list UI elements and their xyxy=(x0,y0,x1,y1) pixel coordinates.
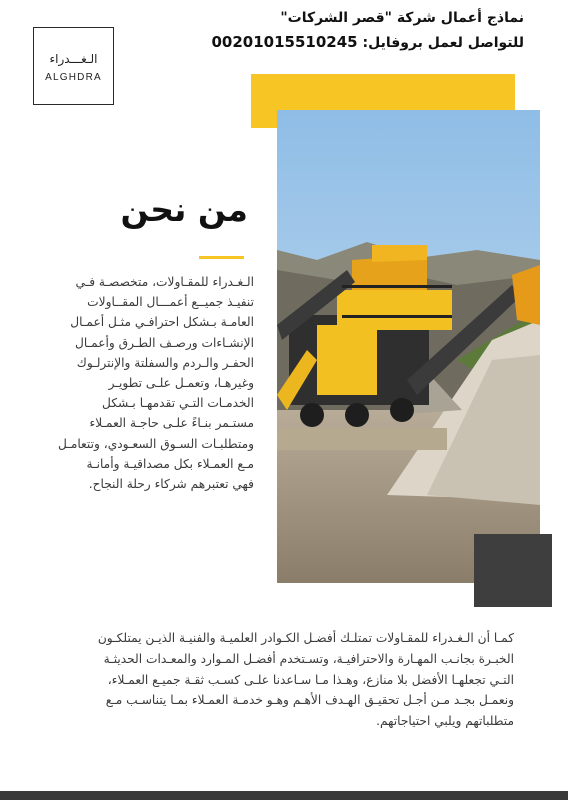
contact-phone: 00201015510245 xyxy=(211,33,358,51)
footer-strip xyxy=(0,791,568,800)
text-line: الـغـدراء للمقـاولات، متخصصـة فـي xyxy=(75,275,254,289)
title-underline xyxy=(199,256,244,259)
text-line: متطلباتهم ويلبي احتياجاتهم. xyxy=(376,714,514,729)
text-line: الخدمـات التـي تقدمهـا بـشكل xyxy=(102,396,254,411)
text-line: الخبـرة بجانـب المهـارة والاحترافيـة، وتسـتخدم أفضـل المـوارد والمعـدات الحديثـة xyxy=(103,651,514,666)
company-logo xyxy=(33,27,114,105)
header-title: نماذج أعمال شركة "قصر الشركات" xyxy=(280,10,524,26)
logo-english-text: ALGHDRA xyxy=(45,72,102,83)
page-title: من نحن xyxy=(120,190,248,229)
crusher-machine-photo xyxy=(277,110,540,583)
text-line: الإنشـاءات ورصـف الطـرق وأعمـال xyxy=(75,335,254,350)
text-line: الحفـر والـردم والسفلتة والإنترلـوك xyxy=(76,355,254,370)
text-line: العامـة بـشكل احترافـي مثـل أعمـال xyxy=(70,315,254,330)
text-line: كمـا أن الـغـدراء للمقـاولات تمتلـك أفضـل الكـوادر العلميـة والفنيـة الذيـن يمتلكـون xyxy=(97,631,514,645)
text-line: فهي تعتبرهم شركاء رحلة النجاح. xyxy=(88,477,254,492)
text-line: ونعمـل بجـد مـن أجـل تحقيـق الهـدف الأهـم وهـو خدمـة العمـلاء بمـا يتناسـب مـع xyxy=(105,693,514,708)
header-contact xyxy=(211,33,524,51)
logo-arabic-text: الـغـــدراء xyxy=(49,52,98,66)
text-line: تنفيـذ جميــع أعمـــال المقــاولات xyxy=(87,295,254,310)
body-paragraph xyxy=(60,628,514,732)
text-line: وغيرهـا، وتعمـل علـى تطويـر xyxy=(108,376,254,391)
contact-label: للتواصل لعمل بروفايل: xyxy=(362,35,524,51)
text-line: التـي تجعلهـا الأفضل بلا منازع، وهـذا مـا سـاعدنا علـى كسـب ثقـة جميـع العمـلاء، xyxy=(107,672,514,687)
decorative-square xyxy=(474,534,552,607)
text-line: ومتطلبـات السـوق السعـودي، وتتعامـل xyxy=(58,436,254,451)
intro-paragraph xyxy=(38,272,254,494)
text-line: مـع العمـلاء بكل مصداقيـة وأمانـة xyxy=(86,456,254,471)
text-line: مستـمر بنـاءً علـى حاجـة العمـلاء xyxy=(89,416,254,431)
